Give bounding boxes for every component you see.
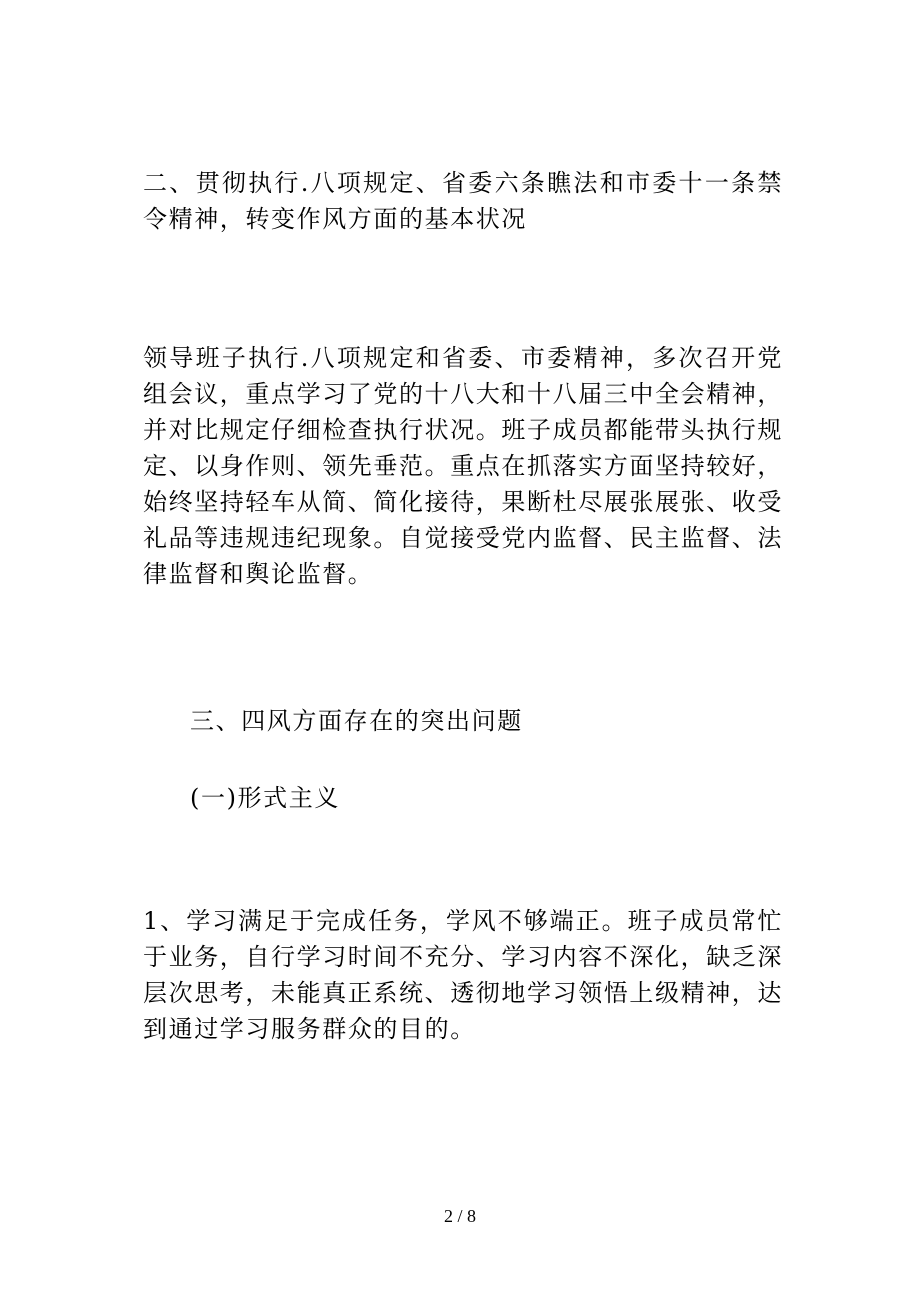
body-paragraph-item-1: 1、学习满足于完成任务，学风不够端正。班子成员常忙于业务，自行学习时间不充分、学习内容不深化，缺乏深层次思考，未能真正系统、透彻地学习领悟上级精神，达到通过学习服务群众的目的。: [143, 907, 783, 1043]
page-number: 2 / 8: [443, 1206, 476, 1226]
body-paragraph-leadership: 领导班子执行.八项规定和省委、市委精神，多次召开党组会议，重点学习了党的十八大和十八届三中全会精神，并对比规定仔细检查执行状况。班子成员都能带头执行规定、以身作则、领先垂范。重点在抓落实方面坚持较好，始终坚持轻车从简、简化接待，果断杜尽展张展张、收受礼品等违规违纪现象。自觉接受党内监督、民主监督、法律监督和舆论监督。: [143, 344, 783, 588]
section-heading-3: 三、四风方面存在的突出问题: [190, 707, 523, 735]
section-heading-2: 二、贯彻执行.八项规定、省委六条瞧法和市委十一条禁令精神，转变作风方面的基本状况: [143, 169, 783, 233]
subsection-heading-formalism: (一)形式主义: [190, 784, 340, 812]
